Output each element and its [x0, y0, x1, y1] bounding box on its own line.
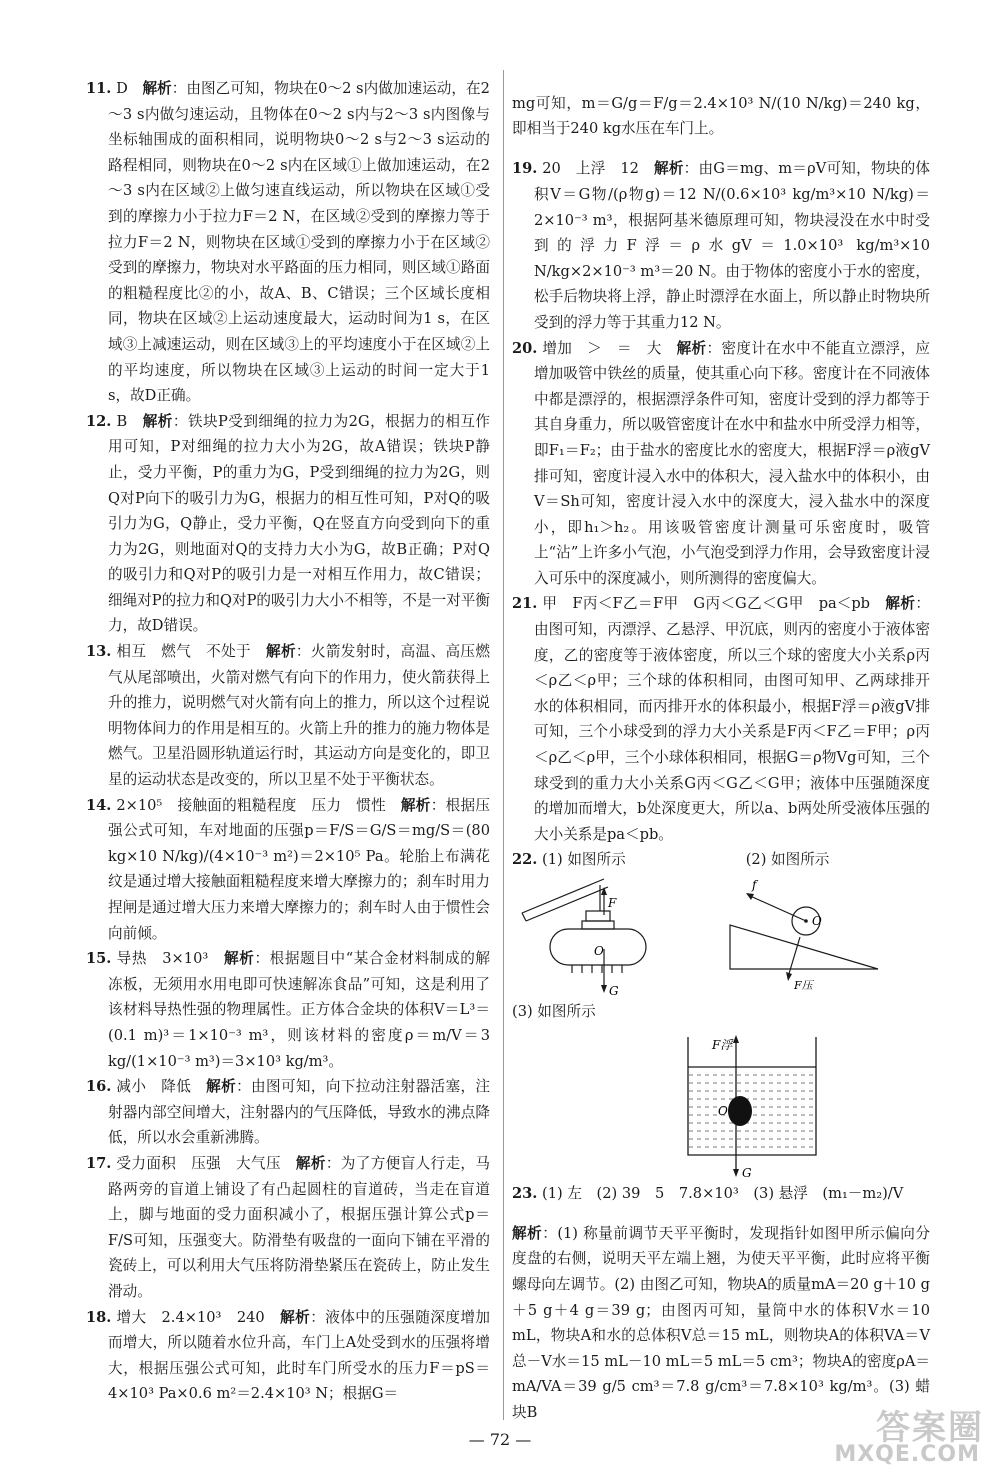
answer-18-continued: mg可知，m＝G/g＝F/g＝2.4×10³ N/(10 N/kg)＝240 kg，即相当于240 kg水压在车门上。: [512, 94, 930, 138]
watermark-line-1: 答案圈: [876, 1408, 984, 1448]
answer-15: 15. 导热 3×10³ 解析：根据题目中“某合金材料制成的解冻板，无须用水用电即可快速解冻食品”可知，这是利用了该材料导热性强的物理属性。正方体合金块的体积V＝L³＝(0.1 m)³＝1×10⁻³ m³，则该材料的密度ρ＝m/V＝3 kg/(1×10⁻³ m³)＝3×10³ kg/m³。: [86, 950, 491, 1070]
sub-item-3: (3) 如图所示: [512, 1003, 596, 1020]
force-diagram-3: [512, 1031, 912, 1181]
point-label-O-2: O: [812, 914, 822, 928]
answer-18: 18. 增大 2.4×10³ 240 解析：液体中的压强随深度增加而增大，所以随着水位升高，车门上A处受到水的压强将增大，根据压强公式可知，此时车门所受水的压力F＝pS＝4×10³ Pa×0.6 m²＝2.4×10³ N；根据G＝: [86, 1308, 490, 1403]
watermark-logo: [834, 1400, 984, 1472]
page-number: — 72 —: [468, 1430, 532, 1449]
force-label-F: F: [608, 896, 617, 910]
force-diagram-2: [702, 877, 882, 997]
watermark-line-2: MXQE.COM: [834, 1442, 980, 1467]
point-label-O-3: O: [718, 1103, 728, 1118]
answer-17: 17. 受力面积 压强 大气压 解析：为了方便盲人行走，马路两旁的盲道上铺设了有凸起圆柱的盲道砖，当走在盲道上，脚与地面的受力面积减小了，根据压强计算公式p＝F/S可知，压强变大。防滑垫有吸盘的一面向下铺在平滑的瓷砖上，可以利用大气压将防滑垫紧压在瓷砖上，防止发生滑动。: [86, 1154, 490, 1300]
answer-20: 20. 增加 ＞ ＝ 大 解析：密度计在水中不能直立漂浮，应增加吸管中铁丝的质量，使其重心向下移。密度计在不同液体中都是漂浮的，根据漂浮条件可知，密度计受到的浮力都等于其自身重力，所以吸管密度计在水中和盐水中所受浮力相等，即F₁＝F₂；由于盐水的密度比水的密度大，根据F浮＝ρ液gV排可知，密度计浸入水中的体积大，浸入盐水中的体积小，由V＝Sh可知，密度计浸入水中的深度大，浸入盐水中的深度小，即h₁＞h₂。用该吸管密度计测量可乐密度时，吸管上“沾”上许多小气泡，小气泡受到浮力作用，会导致密度计浸入可乐中的深度减小，则所测得的密度偏大。: [512, 339, 930, 587]
answer-21: 21. 甲 F丙＜F乙＝F甲 G丙＜G乙＜G甲 pa＜pb 解析：由图可知，丙漂浮、乙悬浮、甲沉底，则丙的密度小于液体密度，乙的密度等于液体密度，所以三个球的密度大小关系ρ丙＜ρ乙＜ρ甲；三个球的体积相同，由图可知甲、乙两球排开水的体积相同，而丙排开水的体积最小，根据F浮＝ρ液gV排可知，三个小球受到的浮力大小关系是F丙＜F乙＝F甲；ρ丙＜ρ乙＜ρ甲，三个小球体积相同，根据G＝ρ物Vg可知，三个球受到的重力大小关系G丙＜G乙＜G甲；液体中压强随深度的增加而增大，b处深度更大，所以a、b两处所受液体压强的大小关系是pa＜pb。: [512, 595, 930, 843]
force-label-Ffloat: F浮: [712, 1037, 733, 1052]
force-label-G-3: G: [742, 1165, 752, 1180]
force-diagram-1: [512, 877, 662, 997]
right-column: [512, 76, 930, 1440]
left-column: [86, 76, 490, 1407]
answer-14: 14. 2×10⁵ 接触面的粗糙程度 压力 惯性 解析：根据压强公式可知，车对地面的压强p＝F/S＝G/S＝mg/S＝(80 kg×10 N/kg)/(4×10⁻³ m²)＝2×10⁵ Pa。轮胎上布满花纹是通过增大接触面粗糙程度来增大摩擦力的；刹车时用力捏闸是通过增大压力来增大摩擦力的；刹车时人由于惯性会向前倾。: [86, 796, 490, 942]
answer-16: 16. 减小 降低 解析：由图可知，向下拉动注射器活塞，注射器内部空间增大，注射器内的气压降低，导致水的沸点降低，所以水会重新沸腾。: [86, 1078, 490, 1147]
answer-11: 11. D 解析：由图乙可知，物块在0～2 s内做加速运动，在2～3 s内做匀速运动，且物体在0～2 s内与2～3 s内图像与坐标轴围成的面积相同，说明物块0～2 s与2～3 s运动的路程相同，则物块在0～2 s内在区域①上做加速运动，在2～3 s内在区域②上做匀速直线运动，所以物块在区域①受到的摩擦力小于拉力F＝2 N，在区域②受到的摩擦力等于拉力F＝2 N，则物块在区域①受到的摩擦力小于在区域②受到的摩擦力，物块对水平路面的压力相同，则区域①路面的粗糙程度比②的小，故A、B、C错误；三个区域长度相同，物块在区域②上运动速度最大，运动时间为1 s，在区域③上减速运动，则在区域③上的平均速度小于在区域②上的平均速度，所以物块在区域③上运动的时间一定大于1 s，故D正确。: [86, 80, 490, 405]
force-label-G: G: [609, 984, 619, 997]
answer-23-explanation: 解析：(1) 称量前调节天平平衡时，发现指针如图甲所示偏向分度盘的右侧，说明天平左端上翘，为使天平平衡，此时应将平衡螺母向左调节。(2) 由图乙可知，物块A的质量mA＝20 g＋10 g＋5 g＋4 g＝39 g；由图丙可知，量筒中水的体积V水＝10 mL，物块A和水的总体积V总＝15 mL，则物块A的体积VA＝V总－V水＝15 mL－10 mL＝5 mL＝5 cm³；物块A的密度ρA＝mA/VA＝39 g/5 cm³＝7.8 g/cm³＝7.8×10³ kg/m³。(3) 蜡块B: [512, 1224, 930, 1421]
answer-13: 13. 相互 燃气 不处于 解析：火箭发射时，高温、高压燃气从尾部喷出，火箭对燃气有向下的作用力，使火箭获得上升的推力，说明燃气对火箭有向上的推力，所以这个过程说明物体间力的作用是相互的。火箭上升的推力的施力物体是燃气。卫星沿圆形轨道运行时，其运动方向是变化的，即卫星的运动状态是改变的，所以卫星不处于平衡状态。: [86, 643, 490, 789]
point-label-O: O: [594, 944, 604, 958]
answer-23-result: 23. (1) 左 (2) 39 5 7.8×10³ (3) 悬浮 (m₁－m₂)/V: [512, 1184, 904, 1202]
column-divider: [503, 70, 504, 1420]
force-label-f: f: [752, 878, 757, 892]
force-label-Fpress: F压: [794, 979, 813, 992]
answer-12: 12. B 解析：铁块P受到细绳的拉力为2G，根据力的相互作用可知，P对细绳的拉力大小为2G，故A错误；铁块P静止，受力平衡，P的重力为G，P受到细绳的拉力为2G，则Q对P向下的吸引力为G，根据力的相互性可知，P对Q的吸引力为G，Q静止，受力平衡，Q在竖直方向受到向下的重力为2G，则地面对Q的支持力大小为G，故B正确；P对Q的吸引力和Q对P的吸引力是一对相互作用力，故C错误；细绳对P的拉力和Q对P的吸引力大小不相等，不是一对平衡力，故D错误。: [86, 412, 491, 635]
answer-19: 19. 20 上浮 12 解析：由G＝mg、m＝ρV可知，物块的体积V＝G物/(ρ物g)＝12 N/(0.6×10³ kg/m³×10 N/kg)＝2×10⁻³ m³，根据阿基米德原理可知，物块浸没在水中时受到的浮力F浮＝ρ水gV＝1.0×10³ kg/m³×10 N/kg×2×10⁻³ m³＝20 N。由于物体的密度小于水的密度，松手后物块将上浮，静止时漂浮在水面上，所以静止时物块所受到的浮力等于其重力12 N。: [512, 160, 931, 331]
answer-22: 22. (1) 如图所示 (2) 如图所示 F O G f O F压 (3) 如图所示 F浮 O G: [512, 847, 930, 1180]
